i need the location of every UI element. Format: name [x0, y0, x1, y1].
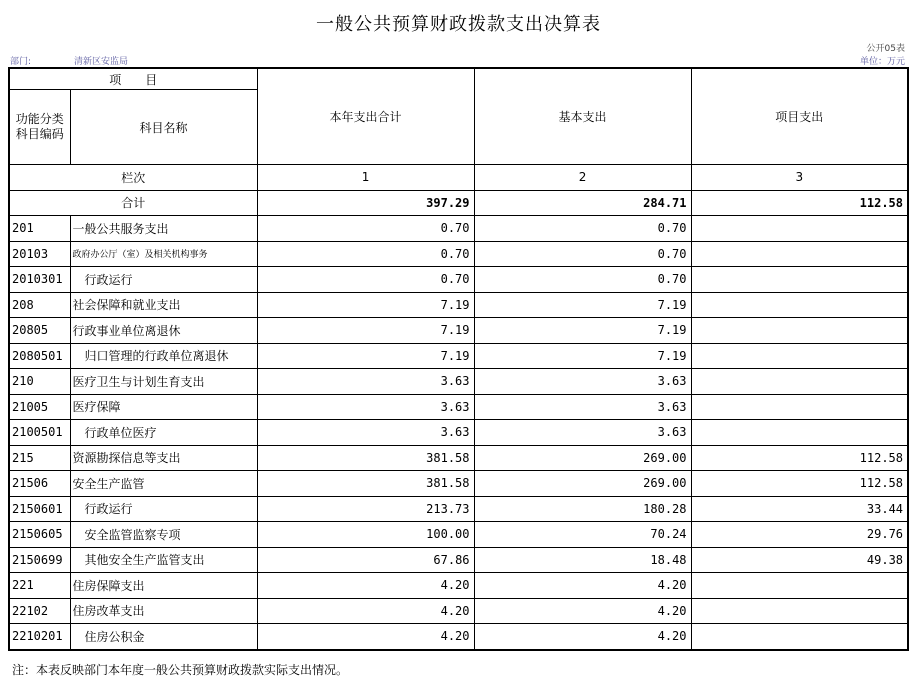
basic-expense: 18.48 [474, 547, 691, 573]
subject-name: 住房公积金 [70, 624, 257, 650]
subject-name: 行政事业单位离退休 [70, 318, 257, 344]
page-title: 一般公共预算财政拨款支出决算表 [316, 14, 601, 35]
subject-name: 安全监管监察专项 [70, 522, 257, 548]
subject-code: 21005 [9, 394, 70, 420]
table-row [9, 496, 908, 522]
total-expense: 3.63 [257, 369, 474, 395]
subject-name: 政府办公厅（室）及相关机构事务 [70, 241, 257, 267]
table-row [9, 216, 908, 242]
subject-code: 210 [9, 369, 70, 395]
total-expense: 0.70 [257, 241, 474, 267]
subject-code: 2150699 [9, 547, 70, 573]
project-expense: 29.76 [691, 522, 908, 548]
project-expense [691, 216, 908, 242]
department-value: 清新区安监局 [74, 57, 129, 67]
subject-code: 20805 [9, 318, 70, 344]
project-expense: 33.44 [691, 496, 908, 522]
subject-code: 208 [9, 292, 70, 318]
project-expense [691, 343, 908, 369]
subject-code: 201 [9, 216, 70, 242]
subject-code: 22102 [9, 598, 70, 624]
table-row [9, 598, 908, 624]
basic-expense: 0.70 [474, 267, 691, 293]
table-row [9, 267, 908, 293]
basic-expense: 7.19 [474, 318, 691, 344]
col-basic-header: 基本支出 [474, 68, 691, 165]
subject-name: 住房改革支出 [70, 598, 257, 624]
table-row [9, 420, 908, 446]
table-row [9, 318, 908, 344]
subject-code: 2010301 [9, 267, 70, 293]
basic-expense: 180.28 [474, 496, 691, 522]
total-basic: 284.71 [474, 190, 691, 216]
total-expense: 7.19 [257, 343, 474, 369]
subject-name: 行政运行 [70, 267, 257, 293]
total-expense: 7.19 [257, 292, 474, 318]
total-expense: 3.63 [257, 394, 474, 420]
subject-name: 资源勘探信息等支出 [70, 445, 257, 471]
item-group-header: 项 目 [9, 68, 257, 90]
total-expense: 4.20 [257, 598, 474, 624]
total-expense: 0.70 [257, 216, 474, 242]
col-project-header: 项目支出 [691, 68, 908, 165]
basic-expense: 0.70 [474, 241, 691, 267]
total-expense: 7.19 [257, 318, 474, 344]
col-total-header: 本年支出合计 [257, 68, 474, 165]
basic-expense: 269.00 [474, 471, 691, 497]
subject-name: 安全生产监管 [70, 471, 257, 497]
header-row-1 [9, 68, 908, 90]
basic-expense: 0.70 [474, 216, 691, 242]
basic-expense: 269.00 [474, 445, 691, 471]
basic-expense: 70.24 [474, 522, 691, 548]
basic-expense: 7.19 [474, 343, 691, 369]
subject-code: 2210201 [9, 624, 70, 650]
project-expense [691, 573, 908, 599]
index-1: 1 [257, 165, 474, 191]
index-2: 2 [474, 165, 691, 191]
table-row [9, 573, 908, 599]
project-expense [691, 292, 908, 318]
project-expense: 112.58 [691, 471, 908, 497]
subject-name: 医疗保障 [70, 394, 257, 420]
subject-name: 归口管理的行政单位离退休 [70, 343, 257, 369]
table-row [9, 292, 908, 318]
subject-name: 社会保障和就业支出 [70, 292, 257, 318]
footnote: 注：本表反映部门本年度一般公共预算财政拨款实际支出情况。 [12, 663, 349, 677]
total-expense: 0.70 [257, 267, 474, 293]
table-row [9, 471, 908, 497]
total-label: 合计 [9, 190, 257, 216]
project-expense [691, 394, 908, 420]
table-row [9, 547, 908, 573]
total-expense: 381.58 [257, 471, 474, 497]
subject-code: 221 [9, 573, 70, 599]
basic-expense: 3.63 [474, 394, 691, 420]
project-expense [691, 267, 908, 293]
name-col-header: 科目名称 [70, 90, 257, 165]
project-expense [691, 369, 908, 395]
index-label: 栏次 [9, 165, 257, 191]
subject-code: 2080501 [9, 343, 70, 369]
total-row [9, 190, 908, 216]
project-expense [691, 598, 908, 624]
total-expense: 100.00 [257, 522, 474, 548]
total-expense: 381.58 [257, 445, 474, 471]
total-project: 112.58 [691, 190, 908, 216]
subject-name: 行政运行 [70, 496, 257, 522]
total-total: 397.29 [257, 190, 474, 216]
table-row [9, 445, 908, 471]
subject-code: 2150601 [9, 496, 70, 522]
subject-code: 20103 [9, 241, 70, 267]
subject-name: 住房保障支出 [70, 573, 257, 599]
subject-code: 215 [9, 445, 70, 471]
basic-expense: 3.63 [474, 420, 691, 446]
table-row [9, 522, 908, 548]
table-row [9, 369, 908, 395]
total-expense: 67.86 [257, 547, 474, 573]
basic-expense: 3.63 [474, 369, 691, 395]
total-expense: 3.63 [257, 420, 474, 446]
project-expense [691, 624, 908, 650]
code-col-header: 功能分类 科目编码 [9, 90, 70, 165]
expenditure-table [8, 67, 909, 651]
subject-code: 21506 [9, 471, 70, 497]
total-expense: 4.20 [257, 624, 474, 650]
subject-name: 一般公共服务支出 [70, 216, 257, 242]
total-expense: 4.20 [257, 573, 474, 599]
table-row [9, 241, 908, 267]
basic-expense: 4.20 [474, 598, 691, 624]
department-label: 部门: [10, 57, 32, 67]
total-expense: 213.73 [257, 496, 474, 522]
table-row [9, 394, 908, 420]
unit-label: 单位：万元 [859, 57, 905, 67]
project-expense [691, 318, 908, 344]
table-row [9, 624, 908, 650]
basic-expense: 4.20 [474, 624, 691, 650]
project-expense: 49.38 [691, 547, 908, 573]
department-info [10, 54, 129, 67]
project-expense [691, 241, 908, 267]
basic-expense: 7.19 [474, 292, 691, 318]
basic-expense: 4.20 [474, 573, 691, 599]
index-3: 3 [691, 165, 908, 191]
subject-name: 行政单位医疗 [70, 420, 257, 446]
project-expense [691, 420, 908, 446]
index-row [9, 165, 908, 191]
table-row [9, 343, 908, 369]
project-expense: 112.58 [691, 445, 908, 471]
subject-name: 其他安全生产监管支出 [70, 547, 257, 573]
form-code: 公开05表 [866, 44, 905, 54]
subject-code: 2100501 [9, 420, 70, 446]
subject-name: 医疗卫生与计划生育支出 [70, 369, 257, 395]
subject-code: 2150605 [9, 522, 70, 548]
